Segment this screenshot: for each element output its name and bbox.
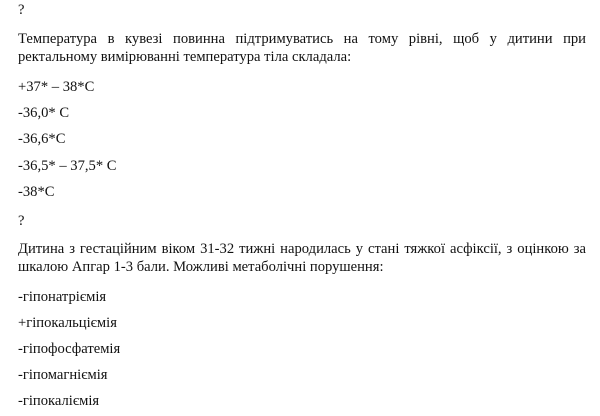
question-1-option — [18, 104, 586, 122]
question-1-option — [18, 183, 586, 201]
answer-option: -гіпофосфатемія — [18, 341, 121, 357]
question-2-option — [18, 392, 586, 410]
answer-option: +37* – 38*С — [18, 79, 95, 95]
answer-option: -гіпонатріємія — [18, 289, 107, 305]
answer-option: -36,5* – 37,5* С — [18, 158, 117, 174]
answer-option: -36,6*С — [18, 131, 66, 147]
answer-option: -36,0* С — [18, 105, 70, 121]
question-1-option — [18, 157, 586, 175]
answer-option: -гіпокаліємія — [18, 393, 100, 409]
question-1-marker — [18, 1, 586, 19]
question-2-marker — [18, 212, 586, 230]
question-2-option — [18, 366, 586, 384]
question-1-text: Температура в кувезі повинна підтримуватись на тому рівні, щоб у дитини при ректальному вимірюванні температура тіла складала: — [18, 31, 586, 65]
question-marker: ? — [18, 213, 25, 229]
answer-option: -гіпомагніємія — [18, 367, 108, 383]
question-2-text: Дитина з гестаційним віком 31-32 тижні народилась у стані тяжкої асфіксії, з оцінкою за шкалою Апгар 1-3 бали. Можливі метаболічні порушення: — [18, 241, 586, 275]
question-2-option — [18, 288, 586, 306]
question-1 — [18, 30, 586, 66]
question-1-option — [18, 130, 586, 148]
question-2-option — [18, 340, 586, 358]
answer-option: -38*С — [18, 184, 55, 200]
question-2 — [18, 240, 586, 276]
question-2-option — [18, 314, 586, 332]
question-marker: ? — [18, 2, 25, 18]
question-1-option — [18, 78, 586, 96]
answer-option: +гіпокальціємія — [18, 315, 117, 331]
